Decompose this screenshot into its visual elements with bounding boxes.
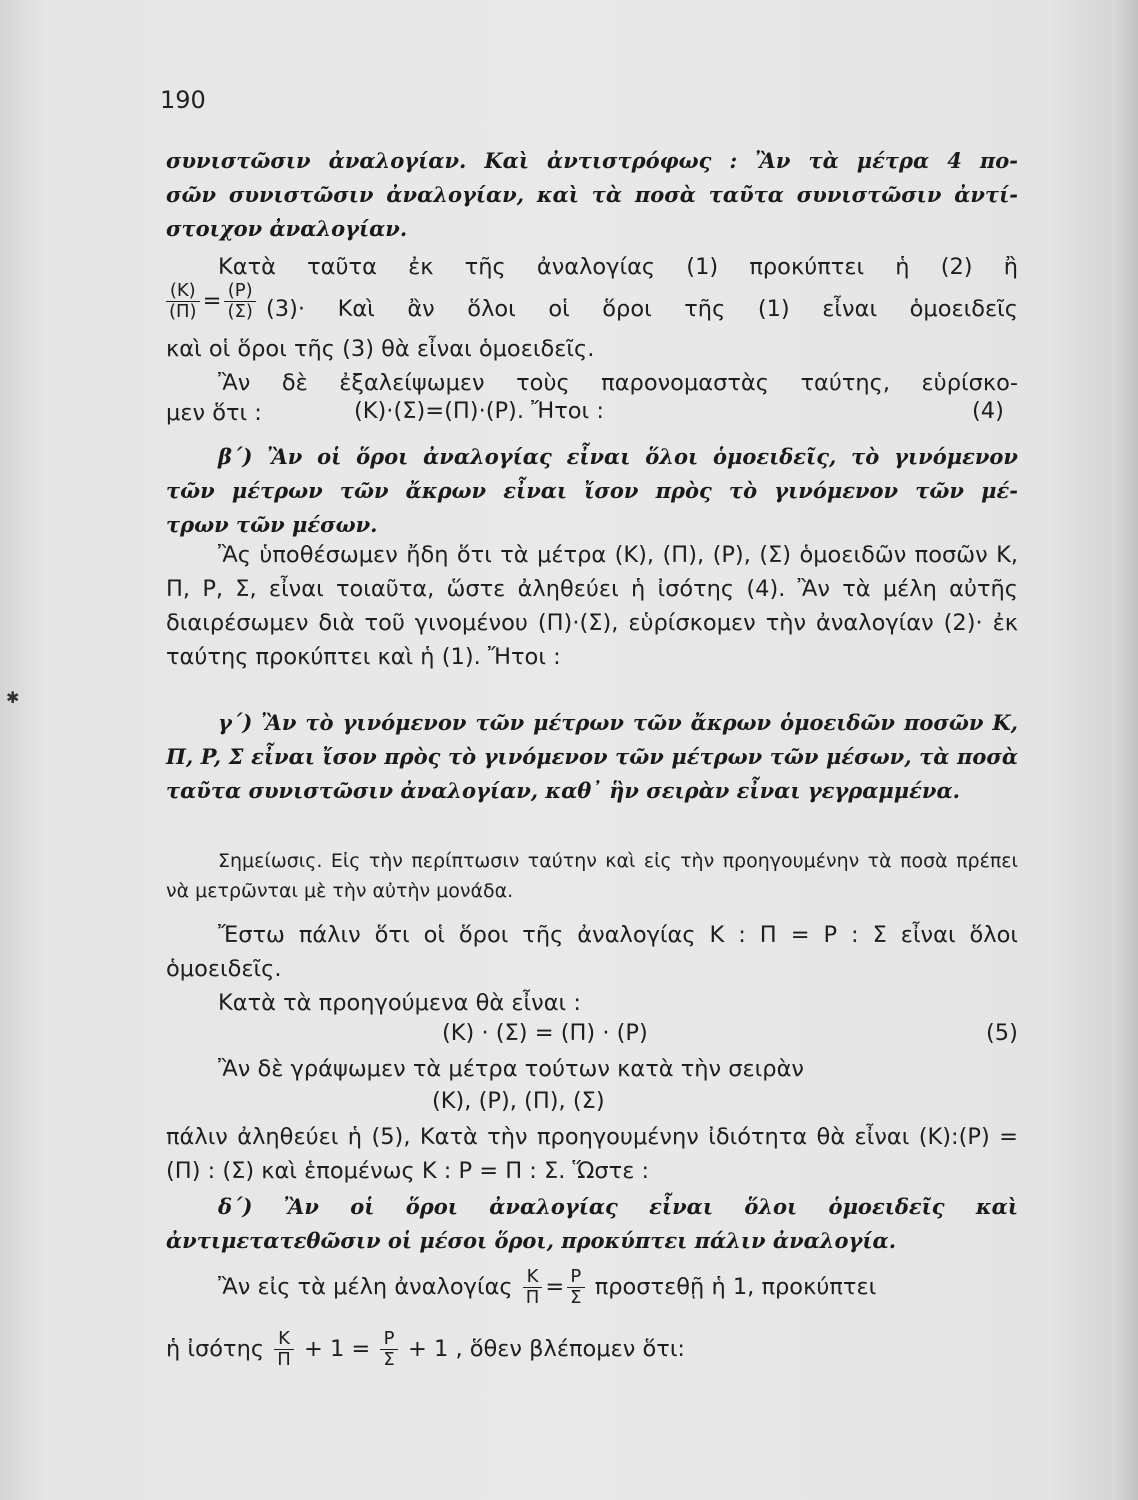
theorem-beta [166, 440, 1018, 542]
fraction-k-over-pi [166, 282, 200, 321]
fraction-p-over-s [380, 1330, 397, 1369]
numerator: (P) [224, 282, 255, 302]
margin-mark: ✱ [6, 688, 20, 707]
line: στοιχον ἀναλογίαν. [166, 216, 408, 241]
text: + 1 [407, 1336, 449, 1362]
page-edge-shadow [1112, 0, 1138, 1500]
equals-sign: = [545, 1274, 565, 1300]
line: Κατὰ ταῦτα ἐκ τῆς ἀναλογίας (1) προκύπτει ἡ (2) ἢ [218, 254, 1018, 280]
text: προστεθῇ ἡ 1, προκύπτει [594, 1274, 877, 1300]
line: συνιστῶσιν ἀναλογίαν. Καὶ ἀντιστρόφως : Ἂν τὰ μέτρα 4 πο- [166, 148, 1018, 173]
line: (3)· Καὶ ἂν ὅλοι οἱ ὅροι τῆς (1) εἶναι ὁμοειδεῖς [266, 296, 1018, 322]
fraction-k-over-pi [274, 1330, 294, 1369]
equation-4: (K)·(Σ)=(Π)·(P). Ἤτοι : [354, 398, 604, 424]
page-number: 190 [160, 86, 206, 114]
numerator: P [567, 1268, 584, 1288]
fraction-k-over-pi [523, 1268, 543, 1307]
line-equality-plus-one [166, 1330, 685, 1369]
line: Ἂν δὲ ἐξαλείψωμεν τοὺς παρονομαστὰς ταύτης, εὑρίσκο- [218, 370, 1018, 396]
line: τῶν μέτρων τῶν ἄκρων εἶναι ἴσον πρὸς τὸ γινόμενον τῶν μέ- [166, 478, 1018, 503]
fraction-equation-3: $\frac{(K)}{(\Pi)}$ = $\frac{(P)}{(\Sigma)}$ [163, 282, 259, 321]
paragraph-esto: Ἔστω πάλιν ὅτι οἱ ὅροι τῆς ἀναλογίας K : Π = P : Σ εἶναι ὅλοι ὁμοειδεῖς. [166, 922, 1018, 982]
paragraph-grapsomen: Ἂν δὲ γράψωμεν τὰ μέτρα τούτων κατὰ τὴν σειρὰν [218, 1056, 804, 1082]
text: , ὅθεν βλέπομεν ὅτι: [455, 1336, 686, 1362]
paragraph-exaleipsomen [166, 366, 1018, 400]
paragraph-kata-ta-proigoumena: Κατὰ τὰ προηγούμενα θὰ εἶναι : [218, 990, 581, 1016]
equation-number: (4) [972, 398, 1004, 424]
paragraph-ypothesomen: Ἂς ὑποθέσωμεν ἤδη ὅτι τὰ μέτρα (K), (Π), (P), (Σ) ὁμοειδῶν ποσῶν K, Π, P, Σ, εἶναι τοιαῦτα, ὥστε ἀληθεύει ἡ ἰσότης (4). Ἂν τὰ μέλη αὐτῆς διαιρέσωμεν διὰ τοῦ γινομένου (Π)·(Σ), εὑρίσκομεν τὴν ἀναλογίαν (2)· ἐκ ταύτης προκύπτει καὶ ἡ (1). Ἤτοι : [166, 542, 1018, 670]
text: Ἂν εἰς τὰ μέλη ἀναλογίας [218, 1274, 513, 1300]
denominator: Π [277, 1349, 291, 1370]
italic-statement-end [166, 144, 1018, 246]
numerator: (K) [166, 282, 200, 302]
denominator: Π [525, 1287, 540, 1308]
equation-5: (K) · (Σ) = (Π) · (P) [442, 1020, 648, 1046]
numerator: P [380, 1330, 397, 1350]
theorem-gamma: γ΄) Ἂν τὸ γινόμενον τῶν μέτρων τῶν ἄκρων ὁμοειδῶν ποσῶν K, Π, P, Σ εἶναι ἴσον πρὸς τὸ γινόμενον τῶν μέτρων τῶν μέσων, τὰ ποσὰ ταῦτα συνιστῶσιν ἀναλογίαν, καθ᾿ ἣν σειρὰν εἶναι γεγραμμένα. [166, 710, 1018, 803]
paragraph-kata-tauta [166, 250, 1018, 284]
sequence-of-measures: (K), (P), (Π), (Σ) [432, 1088, 605, 1114]
numerator: K [523, 1268, 543, 1288]
denominator: (Σ) [227, 301, 253, 322]
numerator: K [274, 1330, 294, 1350]
line: καὶ οἱ ὅροι τῆς (3) θὰ εἶναι ὁμοειδεῖς. [166, 336, 595, 362]
denominator: Σ [383, 1349, 395, 1370]
line: σῶν συνιστῶσιν ἀναλογίαν, καὶ τὰ ποσὰ ταῦτα συνιστῶσιν ἀντί- [166, 182, 1018, 207]
paragraph-palin: πάλιν ἀληθεύει ἡ (5), Κατὰ τὴν προηγουμένην ἰδιότητα θὰ εἶναι (K):(P) = (Π) : (Σ) καὶ ἑπομένως K : P = Π : Σ. Ὥστε : [166, 1124, 1018, 1184]
text: + 1 = [303, 1336, 371, 1362]
note-simeiosis: Σημείωσις. Εἰς τὴν περίπτωσιν ταύτην καὶ εἰς τὴν προηγουμένην τὰ ποσὰ πρέπει νὰ μετρῶνται μὲ τὴν αὐτὴν μονάδα. [166, 850, 1018, 902]
line-proportion-sum [218, 1268, 876, 1307]
text: ἡ ἰσότης [166, 1336, 265, 1362]
fraction-p-over-s [567, 1268, 584, 1307]
theorem-delta: δ΄) Ἂν οἱ ὅροι ἀναλογίας εἶναι ὅλοι ὁμοειδεῖς καὶ ἀντιμετατεθῶσιν οἱ μέσοι ὅροι, προκύπτει πάλιν ἀναλογία. [166, 1194, 1018, 1253]
denominator: Σ [570, 1287, 582, 1308]
line: β΄) Ἂν οἱ ὅροι ἀναλογίας εἶναι ὅλοι ὁμοειδεῖς, τὸ γινόμενον [218, 444, 1018, 469]
denominator: (Π) [169, 301, 197, 322]
line: τρων τῶν μέσων. [166, 512, 378, 537]
equation-number: (5) [986, 1020, 1018, 1046]
fraction-p-over-s [224, 282, 255, 321]
line: μεν ὅτι : [166, 400, 262, 426]
